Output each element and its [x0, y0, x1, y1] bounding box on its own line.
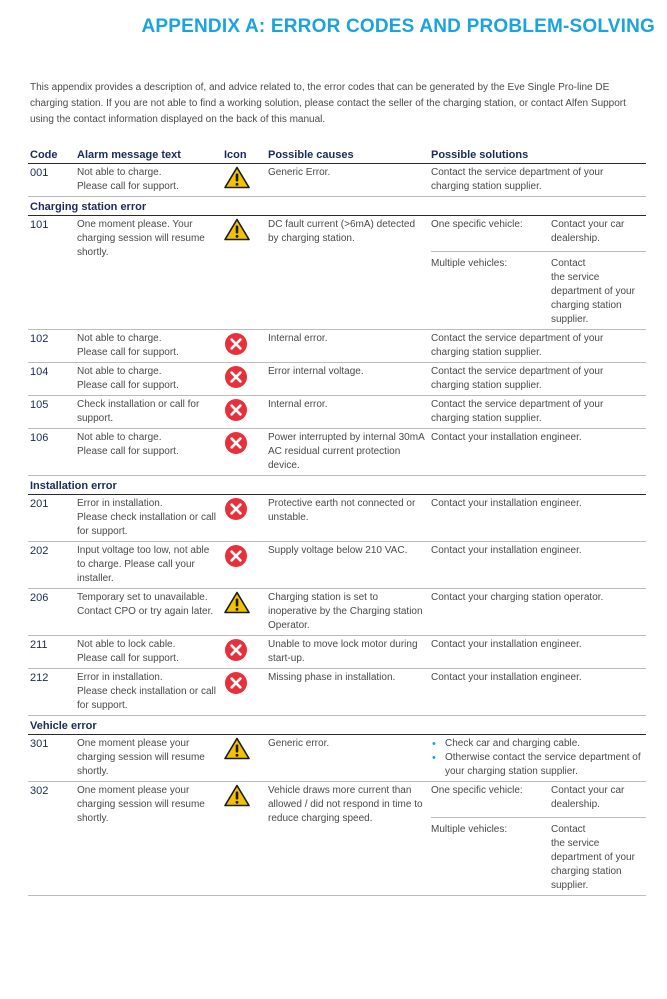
icon-cell — [222, 495, 266, 542]
solution-action: Contact the service department of your charging station supplier. — [551, 258, 635, 325]
solution-subtable — [431, 784, 646, 893]
error-code: 206 — [28, 589, 75, 636]
table-row — [28, 429, 646, 476]
table-row — [28, 542, 646, 589]
warning-icon — [224, 218, 263, 241]
possible-cause: Missing phase in installation. — [266, 669, 429, 716]
possible-solution: Contact the service department of your charging station supplier. — [429, 164, 646, 197]
header-alarm-message: Alarm message text — [75, 147, 222, 164]
solution-condition: One specific vehicle: — [431, 784, 551, 818]
possible-solution: Contact the service department of your charging station supplier. — [429, 396, 646, 429]
section-heading: Vehicle error — [28, 716, 646, 735]
alarm-message: Error in installation. Please check installation or call for support. — [75, 495, 222, 542]
warning-icon — [224, 591, 263, 614]
possible-solution — [429, 216, 646, 330]
possible-cause: Charging station is set to inoperative by the Charging station Operator. — [266, 589, 429, 636]
error-icon — [224, 365, 263, 389]
possible-cause: DC fault current (>6mA) detected by charging station. — [266, 216, 429, 330]
error-code: 302 — [28, 782, 75, 896]
alarm-message: Not able to charge. Please call for support. — [75, 363, 222, 396]
error-code: 105 — [28, 396, 75, 429]
icon-cell — [222, 542, 266, 589]
error-code: 102 — [28, 330, 75, 363]
table-row — [28, 495, 646, 542]
possible-solution: Contact the service department of your charging station supplier. — [429, 363, 646, 396]
alarm-message: One moment please your charging session will resume shortly. — [75, 782, 222, 896]
solution-condition: Multiple vehicles: — [431, 258, 508, 269]
header-possible-causes: Possible causes — [266, 147, 429, 164]
error-icon — [224, 497, 263, 521]
error-icon — [224, 671, 263, 695]
error-code: 212 — [28, 669, 75, 716]
possible-solution: Contact your charging station operator. — [429, 589, 646, 636]
error-code: 101 — [28, 216, 75, 330]
possible-solution: Contact the service department of your charging station supplier. — [429, 330, 646, 363]
error-code: 106 — [28, 429, 75, 476]
possible-cause: Supply voltage below 210 VAC. — [266, 542, 429, 589]
error-code: 202 — [28, 542, 75, 589]
possible-cause: Internal error. — [266, 396, 429, 429]
icon-cell — [222, 589, 266, 636]
icon-cell — [222, 669, 266, 716]
icon-cell — [222, 396, 266, 429]
possible-cause: Generic error. — [266, 735, 429, 782]
table-row — [28, 330, 646, 363]
icon-cell — [222, 735, 266, 782]
alarm-message: Check installation or call for support. — [75, 396, 222, 429]
possible-cause: Vehicle draws more current than allowed / did not respond in time to reduce charging speed. — [266, 782, 429, 896]
solution-subrow — [431, 784, 646, 818]
solution-bullet: • Check car and charging cable. — [431, 737, 643, 751]
error-icon — [224, 544, 263, 568]
solution-action: Contact your car dealership. — [551, 784, 646, 818]
solution-condition: Multiple vehicles: — [431, 824, 508, 835]
solution-bullet: • Otherwise contact the service department of your charging station supplier. — [431, 751, 643, 779]
header-code: Code — [28, 147, 75, 164]
table-header-row — [28, 147, 646, 164]
header-icon: Icon — [222, 147, 266, 164]
possible-solution: Contact your installation engineer. — [429, 429, 646, 476]
alarm-message: One moment please your charging session will resume shortly. — [75, 735, 222, 782]
warning-icon — [224, 784, 263, 807]
icon-cell — [222, 330, 266, 363]
error-code-table — [28, 147, 646, 896]
table-row — [28, 735, 646, 782]
intro-paragraph: This appendix provides a description of, and advice related to, the error codes that can be generated by the Eve Single Pro-line DE charging station. If you are not able to find a working solution, please contact the seller of the charging station, or contact Alfen Support using the contact information displayed on the back of this manual. — [30, 82, 626, 125]
solution-subtable — [431, 218, 646, 327]
warning-icon — [224, 166, 263, 189]
alarm-message: Not able to charge. Please call for support. — [75, 330, 222, 363]
icon-cell — [222, 782, 266, 896]
alarm-message: Not able to charge. Please call for support. — [75, 429, 222, 476]
table-row — [28, 164, 646, 197]
solution-action: Contact your car dealership. — [551, 218, 646, 252]
table-body — [28, 164, 646, 896]
icon-cell — [222, 164, 266, 197]
error-code: 301 — [28, 735, 75, 782]
error-icon — [224, 638, 263, 662]
possible-solution — [429, 782, 646, 896]
warning-icon — [224, 737, 263, 760]
error-code: 201 — [28, 495, 75, 542]
possible-cause: Error internal voltage. — [266, 363, 429, 396]
solution-condition: One specific vehicle: — [431, 218, 551, 252]
alarm-message: Error in installation. Please check installation or call for support. — [75, 669, 222, 716]
icon-cell — [222, 216, 266, 330]
possible-solution — [429, 735, 646, 782]
possible-cause: Protective earth not connected or unstable. — [266, 495, 429, 542]
alarm-message: Not able to charge. Please call for support. — [75, 164, 222, 197]
table-row — [28, 782, 646, 896]
possible-cause: Unable to move lock motor during start-up. — [266, 636, 429, 669]
section-heading-row — [28, 476, 646, 495]
error-code: 211 — [28, 636, 75, 669]
table-row — [28, 669, 646, 716]
section-heading: Charging station error — [28, 197, 646, 216]
header-possible-solutions: Possible solutions — [429, 147, 646, 164]
solution-bullet-list — [431, 737, 643, 779]
alarm-message: Input voltage too low, not able to charge. Please call your installer. — [75, 542, 222, 589]
error-icon — [224, 332, 263, 356]
page-title: APPENDIX A: ERROR CODES AND PROBLEM-SOLVING — [141, 16, 655, 37]
error-icon — [224, 431, 263, 455]
error-icon — [224, 398, 263, 422]
solution-subrow — [431, 252, 646, 328]
possible-solution: Contact your installation engineer. — [429, 636, 646, 669]
section-heading-row — [28, 197, 646, 216]
table-row — [28, 396, 646, 429]
table-row — [28, 636, 646, 669]
table-row — [28, 216, 646, 330]
solution-subrow — [431, 218, 646, 252]
table-row — [28, 589, 646, 636]
possible-cause: Generic Error. — [266, 164, 429, 197]
possible-solution: Contact your installation engineer. — [429, 495, 646, 542]
alarm-message: Temporary set to unavailable. Contact CPO or try again later. — [75, 589, 222, 636]
possible-solution: Contact your installation engineer. — [429, 542, 646, 589]
possible-cause: Power interrupted by internal 30mA AC residual current protection device. — [266, 429, 429, 476]
icon-cell — [222, 363, 266, 396]
solution-subrow — [431, 818, 646, 894]
icon-cell — [222, 429, 266, 476]
solution-action: Contact the service department of your charging station supplier. — [551, 824, 635, 891]
possible-solution: Contact your installation engineer. — [429, 669, 646, 716]
table-row — [28, 363, 646, 396]
icon-cell — [222, 636, 266, 669]
error-code: 001 — [28, 164, 75, 197]
section-heading-row — [28, 716, 646, 735]
alarm-message: One moment please. Your charging session will resume shortly. — [75, 216, 222, 330]
possible-cause: Internal error. — [266, 330, 429, 363]
error-code: 104 — [28, 363, 75, 396]
section-heading: Installation error — [28, 476, 646, 495]
alarm-message: Not able to lock cable. Please call for support. — [75, 636, 222, 669]
